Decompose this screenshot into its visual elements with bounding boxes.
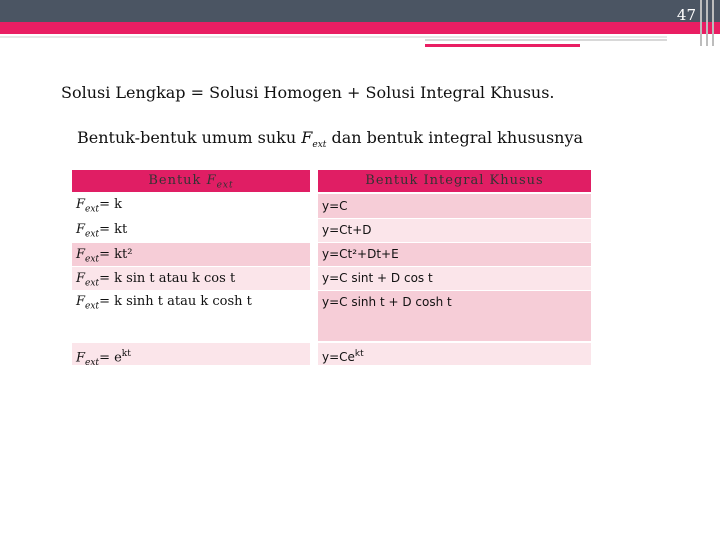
cell-text: y=Ct+D (322, 223, 372, 237)
decor-line (425, 39, 667, 41)
accent-bar (0, 22, 720, 34)
cell-text: = k (99, 197, 122, 212)
cell-superscript: kt (121, 349, 131, 359)
table-cell-left (72, 195, 310, 217)
intro-subscript: ext (312, 140, 327, 151)
cell-text: = k sinh t atau k cosh t (99, 294, 252, 309)
intro-symbol: F (301, 128, 313, 147)
decor-accent-line (425, 44, 580, 47)
cell-subscript: ext (85, 254, 100, 265)
intro-line (77, 128, 583, 150)
decor-vertical-line (712, 0, 714, 46)
page-number: 47 (676, 6, 696, 24)
cell-symbol: F (76, 350, 86, 366)
table-header-right: Bentuk Integral Khusus (318, 170, 591, 192)
cell-text: y=C (322, 199, 348, 213)
intro-prefix: Bentuk-bentuk umum suku (77, 128, 302, 147)
table-cell-right (318, 219, 591, 242)
table-cell-left (72, 220, 310, 242)
cell-subscript: ext (85, 278, 100, 289)
table-cell-left (72, 343, 310, 368)
table-header-left (72, 170, 310, 192)
table-cell-right (318, 343, 591, 365)
cell-subscript: ext (85, 301, 100, 312)
header-left-prefix: Bentuk (148, 173, 207, 188)
cell-text: y=C sint + D cos t (322, 271, 433, 285)
statement-line: Solusi Lengkap = Solusi Homogen + Solusi Integral Khusus. (61, 83, 555, 102)
cell-symbol: F (76, 294, 86, 309)
cell-subscript: ext (85, 204, 100, 215)
table-cell-right (318, 194, 591, 218)
cell-text: y=Ce (322, 350, 355, 364)
decor-line (0, 36, 667, 38)
cell-text: y=C sinh t + D cosh t (322, 295, 452, 309)
header-left-symbol: F (206, 173, 217, 188)
table-cell-right (318, 243, 591, 266)
intro-suffix: dan bentuk integral khususnya (326, 128, 584, 147)
cell-text: y=Ct²+Dt+E (322, 247, 399, 261)
decor-vertical-line (706, 0, 708, 46)
cell-text: = k sin t atau k cos t (99, 271, 236, 286)
cell-superscript: kt (354, 349, 364, 359)
cell-subscript: ext (85, 229, 100, 240)
table-cell-right (318, 291, 591, 341)
cell-symbol: F (76, 222, 86, 237)
cell-text: = e (99, 350, 122, 366)
cell-text: = kt (99, 222, 128, 237)
top-bar (0, 0, 720, 22)
cell-text: = kt² (99, 247, 133, 262)
table-cell-left (72, 291, 310, 341)
cell-subscript: ext (85, 357, 100, 368)
cell-symbol: F (76, 271, 86, 286)
cell-symbol: F (76, 197, 86, 212)
table-cell-left (72, 267, 310, 290)
decor-vertical-line (700, 0, 702, 46)
cell-symbol: F (76, 247, 86, 262)
header-left-subscript: ext (216, 180, 234, 191)
table-cell-right (318, 267, 591, 290)
table-cell-left (72, 243, 310, 266)
